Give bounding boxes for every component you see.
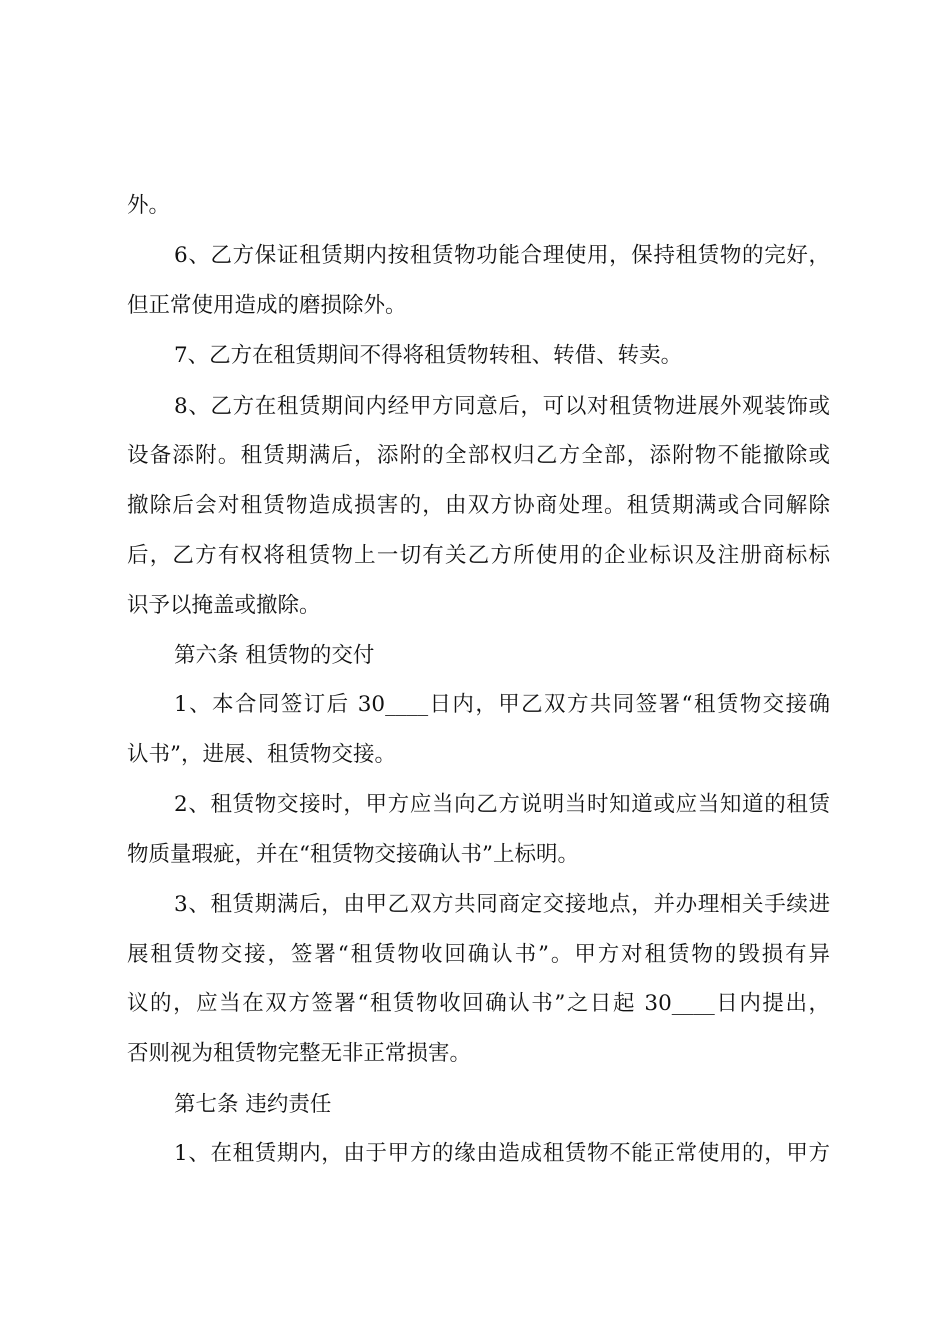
text-line: 识予以掩盖或撤除。 <box>127 593 321 618</box>
text-line: 物质量瑕疵，并在“租赁物交接确认书”上标明。 <box>127 842 579 867</box>
text-line: 外。 <box>127 193 171 218</box>
text-line: 7、乙方在租赁期间不得将租赁物转租、转借、转卖。 <box>174 343 683 368</box>
text-line: 撤除后会对租赁物造成损害的，由双方协商处理。租赁期满或合同解除 <box>127 493 830 518</box>
text-line: 认书”，进展、租赁物交接。 <box>127 742 396 767</box>
text-line: 但正常使用造成的磨损除外。 <box>127 293 407 318</box>
text-line: 否则视为租赁物完整无非正常损害。 <box>127 1041 472 1066</box>
section-heading: 第七条 违约责任 <box>174 1092 332 1117</box>
text-line: 3、租赁期满后，由甲乙双方共同商定交接地点，并办理相关手续进 <box>174 892 830 917</box>
text-line: 展租赁物交接，签署“租赁物收回确认书”。甲方对租赁物的毁损有异 <box>127 942 830 967</box>
text-line: 设备添附。租赁期满后，添附的全部权归乙方全部，添附物不能撤除或 <box>127 443 830 468</box>
text-line: 6、乙方保证租赁期内按租赁物功能合理使用，保持租赁物的完好， <box>174 243 830 268</box>
text-line: 2、租赁物交接时，甲方应当向乙方说明当时知道或应当知道的租赁 <box>174 792 830 817</box>
text-line: 1、本合同签订后 30____日内，甲乙双方共同签署“租赁物交接确 <box>174 692 830 717</box>
text-line: 8、乙方在租赁期间内经甲方同意后，可以对租赁物进展外观装饰或 <box>174 394 830 419</box>
text-line: 1、在租赁期内，由于甲方的缘由造成租赁物不能正常使用的，甲方 <box>174 1141 830 1166</box>
section-heading: 第六条 租赁物的交付 <box>174 643 375 668</box>
text-line: 后，乙方有权将租赁物上一切有关乙方所使用的企业标识及注册商标标 <box>127 543 830 568</box>
text-line: 议的，应当在双方签署“租赁物收回确认书”之日起 30____日内提出， <box>127 991 830 1016</box>
